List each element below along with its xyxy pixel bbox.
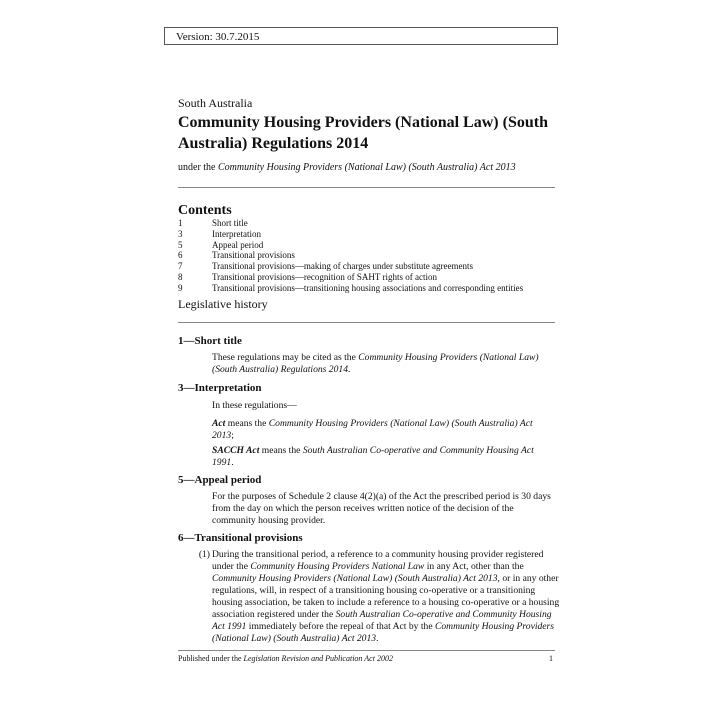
def-act-term: Act bbox=[212, 418, 226, 429]
toc-item[interactable] bbox=[178, 229, 558, 240]
section-5-text: For the purposes of Schedule 2 clause 4(2)(a) of the Act the prescribed period is 30 days from the day on which the person receives written notice of the decision of the community housing provider. bbox=[212, 491, 551, 526]
def-act-title: Community Housing Providers (National Law) (South Australia) Act 2013 bbox=[212, 418, 533, 441]
under-prefix: under the bbox=[178, 162, 218, 173]
section-6-heading: 6—Transitional provisions bbox=[178, 532, 303, 544]
s6-p5: , or in any other regulations, will, in respect of a transitioning housing co-operative or a transitioning housing association, be taken to include a reference to a housing co-operative or a housing association registered under the bbox=[212, 573, 560, 620]
s1-text-a: These regulations may be cited as the bbox=[212, 352, 359, 363]
s6-act-2013-b: Community Housing Providers (National Law) (South Australia) Act 2013 bbox=[212, 621, 555, 644]
page-number: 1 bbox=[549, 654, 553, 663]
toc-number: 1 bbox=[178, 218, 183, 228]
toc-item[interactable] bbox=[178, 240, 558, 251]
definition-sacch-act bbox=[212, 445, 552, 469]
toc-item[interactable] bbox=[178, 250, 558, 261]
toc-number: 5 bbox=[178, 239, 183, 250]
s6-p9: . bbox=[376, 633, 379, 644]
version-label: Version: 30.7.2015 bbox=[176, 31, 260, 43]
under-act-title: Community Housing Providers (National Law) (South Australia) Act 2013 bbox=[218, 162, 516, 173]
divider-top bbox=[178, 187, 555, 188]
def-sacch-title: South Australian Co-operative and Community Housing Act 1991 bbox=[212, 445, 534, 468]
section-1-text bbox=[212, 352, 552, 376]
document-title: Community Housing Providers (National Law) (South Australia) Regulations 2014 bbox=[178, 114, 548, 152]
s6-p7: immediately before the repeal of that Act by the bbox=[246, 621, 435, 632]
jurisdiction: South Australia bbox=[178, 96, 253, 110]
s6-p3: in any Act, other than the bbox=[424, 561, 524, 572]
def-sacch-c: . bbox=[231, 457, 234, 468]
paragraph-number: (1) bbox=[198, 549, 210, 560]
def-act-a: means the bbox=[225, 418, 269, 429]
section-3-intro: In these regulations— bbox=[212, 400, 297, 411]
footer-prefix: Published under the bbox=[178, 654, 244, 663]
toc-label: Appeal period bbox=[212, 239, 264, 250]
toc-label: Interpretation bbox=[212, 228, 261, 239]
s6-sacch-act: South Australian Co-operative and Community Housing Act 1991 bbox=[212, 609, 552, 632]
toc-number: 6 bbox=[178, 250, 183, 261]
legislative-history-link[interactable]: Legislative history bbox=[178, 297, 268, 311]
s1-text-c: . bbox=[348, 364, 351, 375]
toc-label: Transitional provisions bbox=[212, 250, 295, 261]
s6-national-law: Community Housing Providers National Law bbox=[250, 561, 425, 572]
section-1-heading: 1—Short title bbox=[178, 335, 242, 347]
toc-number: 3 bbox=[178, 228, 183, 239]
s1-regs-title: Community Housing Providers (National Law) (South Australia) Regulations 2014 bbox=[212, 352, 539, 375]
contents-heading: Contents bbox=[178, 203, 232, 218]
def-sacch-term: SACCH Act bbox=[212, 445, 260, 456]
toc-label: Transitional provisions—transitioning housing associations and corresponding entities bbox=[212, 282, 524, 293]
def-act-c: ; bbox=[231, 430, 234, 441]
toc-number: 8 bbox=[178, 271, 183, 282]
under-act-line bbox=[178, 162, 516, 173]
table-of-contents bbox=[178, 218, 558, 294]
divider-contents bbox=[178, 322, 555, 323]
definition-act bbox=[212, 418, 552, 442]
toc-item[interactable] bbox=[178, 272, 558, 283]
version-box bbox=[164, 27, 558, 45]
toc-number: 9 bbox=[178, 282, 183, 293]
def-sacch-a: means the bbox=[259, 445, 303, 456]
toc-number: 7 bbox=[178, 261, 183, 272]
toc-item[interactable] bbox=[178, 261, 558, 272]
toc-item[interactable] bbox=[178, 218, 558, 229]
toc-label: Short title bbox=[212, 218, 248, 228]
footer-publication-note bbox=[178, 654, 393, 663]
toc-label: Transitional provisions—making of charges under substitute agreements bbox=[212, 261, 473, 272]
toc-item[interactable] bbox=[178, 283, 558, 294]
toc-label: Transitional provisions—recognition of SAHT rights of action bbox=[212, 271, 437, 282]
footer-divider bbox=[178, 650, 555, 651]
section-6-paragraph-1 bbox=[212, 549, 560, 645]
section-3-heading: 3—Interpretation bbox=[178, 382, 262, 394]
s6-p1: During the transitional period, a reference to a community housing provider registered under the bbox=[212, 549, 544, 572]
s6-act-2013: Community Housing Providers (National Law) (South Australia) Act 2013 bbox=[212, 573, 498, 584]
section-5-heading: 5—Appeal period bbox=[178, 474, 262, 486]
footer-act-title: Legislation Revision and Publication Act 2002 bbox=[243, 654, 393, 663]
